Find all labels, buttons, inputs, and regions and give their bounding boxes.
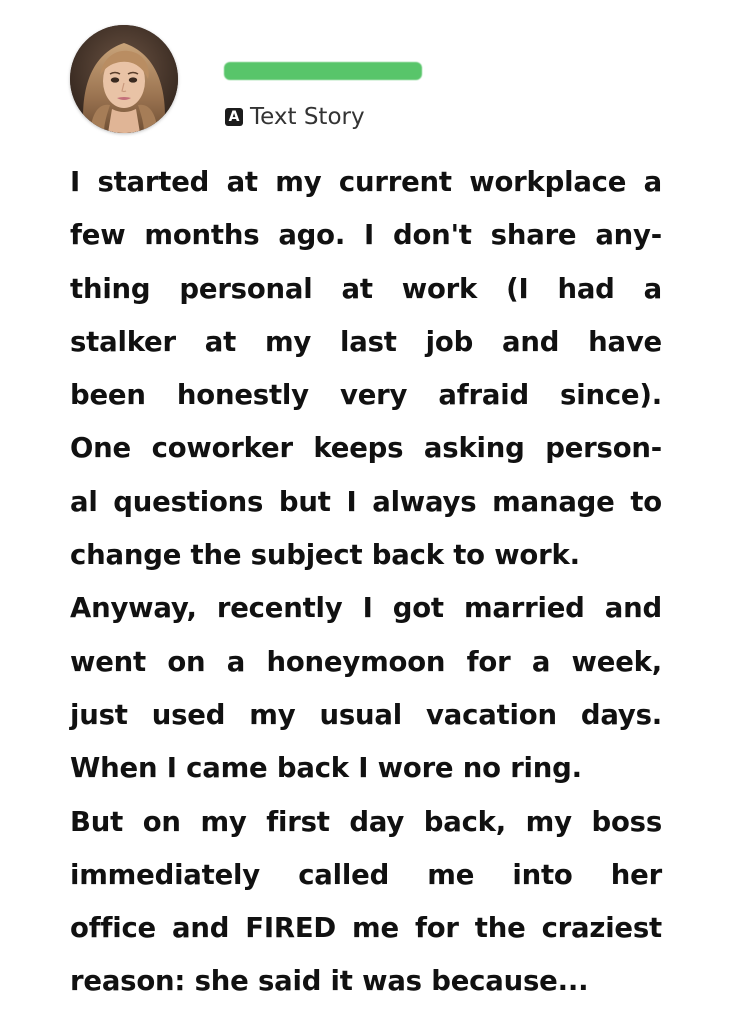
story-line: change the subject back to work.	[70, 539, 580, 572]
story-header	[0, 0, 731, 150]
story-line: I started at my current workplace a	[70, 166, 662, 198]
story-line: immediately called me into her	[70, 858, 662, 891]
story-line: office and FIRED me for the craziest	[70, 912, 662, 945]
redacted-username	[224, 62, 422, 80]
story-line: When I came back I wore no ring.	[70, 752, 582, 785]
story-line: One coworker keeps asking person-	[70, 432, 662, 465]
story-line: just used my usual vacation days.	[70, 698, 662, 731]
story-line: But on my first day back, my boss	[70, 805, 662, 838]
avatar[interactable]	[70, 25, 178, 133]
story-line: reason: she said it was because...	[70, 965, 589, 998]
story-line: been honestly very afraid since).	[70, 379, 662, 412]
story-line: al questions but I always manage to	[70, 485, 662, 518]
avatar-portrait-image	[70, 25, 178, 133]
story-line: stalker at my last job and have	[70, 325, 662, 358]
story-line: few months ago. I don't share any-	[70, 219, 662, 252]
story-text	[70, 156, 662, 1009]
text-story-icon: A	[225, 108, 243, 126]
story-line: Anyway, recently I got married and	[70, 592, 662, 625]
story-line: thing personal at work (I had a	[70, 272, 662, 305]
story-type-label: Text Story	[250, 104, 365, 130]
story-line: went on a honeymoon for a week,	[70, 645, 662, 678]
story-type-tag	[225, 103, 365, 131]
